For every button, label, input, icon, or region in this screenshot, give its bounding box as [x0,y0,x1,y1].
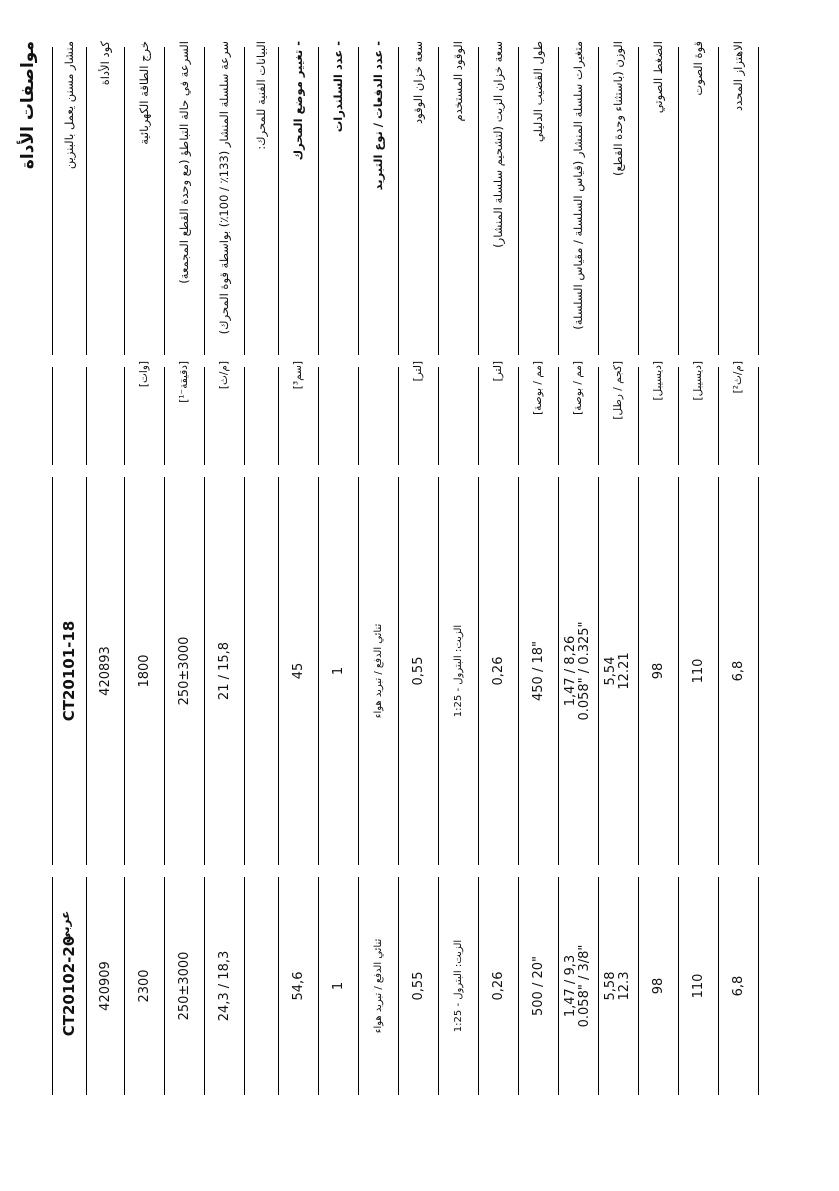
row-unit [358,361,398,471]
row-value: 45 [290,662,306,680]
row-unit: [ديسيبل] [692,361,704,401]
table-row [438,0,478,1191]
row-label: سعة خزان الوقود [411,41,425,124]
row-value: 420893 [97,646,113,696]
row-value: 450 / 18" [530,641,546,701]
table-row [718,0,758,1191]
row-label: الوزن (باستثناء وحدة القطع) [611,41,625,177]
table-row [558,0,598,1191]
row-value [558,471,598,871]
value-line: 12.21 [617,652,632,690]
row-value [244,471,278,871]
column-header: CT20102-20 [60,935,78,1037]
table-row [478,0,518,1191]
row-unit [52,361,86,471]
row-value [244,871,278,1101]
value-line: 5,54 [603,656,618,686]
row-value: 24,3 / 18,3 [216,950,232,1022]
row-label: البيانات الفنية للمحرك: [254,41,268,150]
table-row [318,0,358,1191]
row-label: منشار مسنن يعمل بالبنزين [62,41,76,170]
table-row [638,0,678,1191]
row-value: 250±3000 [176,636,192,706]
row-value: 500 / 20" [530,956,546,1016]
header-rule [52,877,53,1095]
row-value [598,871,638,1101]
row-label: الاهتزاز المحدد [731,41,745,111]
row-value: 1 [330,666,346,676]
row-value: 0,55 [410,971,426,1001]
language-tab: عربي [58,910,72,943]
row-unit: [سم³] [292,361,304,390]
value-line: 1,47 / 9,3 [563,954,578,1018]
row-value: ثنائي الدفع / تبريد هواء [372,623,384,719]
row-value [598,471,638,871]
table-row [358,0,398,1191]
row-value [52,871,86,1101]
row-unit: [وات] [138,361,150,388]
row-value: 21 / 15,8 [216,641,232,701]
row-value: الزيت: البترول - 1:25 [452,624,464,718]
row-value: 110 [690,658,706,684]
table-row [678,0,718,1191]
value-line: 0.058" / 3/8" [577,944,592,1028]
row-rule [758,477,759,865]
header-rule [52,367,53,465]
row-value: 98 [650,662,666,680]
row-label: السرعة في حالة التباطؤ (مع وحدة القطع المجمعة) [177,41,191,284]
row-unit [244,361,278,471]
table-row [598,0,638,1191]
row-value: 6,8 [730,660,746,682]
row-value: 2300 [136,969,152,1003]
row-label: طول القضيب الدليلي [531,41,545,143]
table-row [86,0,124,1191]
page-title: مواصفات الأداة [18,41,38,170]
row-unit: [لتر] [412,361,424,382]
row-rule [758,877,759,1095]
row-unit [438,361,478,471]
table-row [124,0,164,1191]
row-unit: [مم / بوصة] [572,361,584,415]
row-value [558,871,598,1101]
row-unit [86,361,124,471]
row-label: الضغط الصوتي [651,41,665,114]
row-value: 0,26 [490,971,506,1001]
row-rule [758,367,759,465]
row-unit: [م/ث²] [732,361,744,394]
value-line: 1,47 / 8,26 [563,635,578,707]
row-label: - عدد الدفعات / نوع التبريد [371,41,385,191]
row-value: 1800 [136,654,152,688]
row-label: متغيرات سلسلة المنشار (قياس السلسلة / مقياس السلسلة) [571,41,585,330]
row-value: 0,26 [490,656,506,686]
row-label: خرج الطاقة الكهربائية [137,41,151,145]
row-unit: [كجم / رطل] [612,361,624,420]
value-line: 0.058" / 0.325" [577,621,592,721]
value-line: 5,58 [603,971,618,1001]
row-label: قوة الصوت [691,41,705,96]
row-label: سعة خزان الزيت (لتشحيم سلسلة المنشار) [491,41,505,248]
row-value: 98 [650,977,666,995]
header-rule [52,47,53,355]
table-row [244,0,278,1191]
row-value: 0,55 [410,656,426,686]
table-row [398,0,438,1191]
row-unit: [ديسيبل] [652,361,664,401]
value-line: 12.3 [617,971,632,1001]
row-value: 110 [690,973,706,999]
table-row [52,0,86,1191]
row-label: - تغيير موضع المحرك [291,41,305,161]
row-value: 54,6 [290,971,306,1001]
table-row [204,0,244,1191]
row-value: الزيت: البترول - 1:25 [452,939,464,1033]
row-unit: [دقيقة⁻¹] [178,361,190,403]
row-rule [758,47,759,355]
table-row [164,0,204,1191]
row-unit: [م/ث] [218,361,230,390]
row-label: سرعة سلسلة المنشار (133٪ / 100٪) بواسطة قوة المحرك) [217,41,231,335]
table-row [278,0,318,1191]
row-value: ثنائي الدفع / تبريد هواء [372,938,384,1034]
row-value: 6,8 [730,975,746,997]
table-row [518,0,558,1191]
row-label: - عدد السلندرات [331,41,345,133]
row-value: 1 [330,981,346,991]
row-label: كود الأداة [98,41,112,86]
row-label: الوقود المستخدم [451,41,465,122]
row-value: 420909 [97,961,113,1011]
header-rule [52,477,53,865]
column-header: CT20101-18 [60,620,78,722]
row-unit: [لتر] [492,361,504,382]
row-value [52,471,86,871]
row-value: 250±3000 [176,951,192,1021]
row-unit: [مم / بوصة] [532,361,544,415]
row-unit [318,361,358,471]
